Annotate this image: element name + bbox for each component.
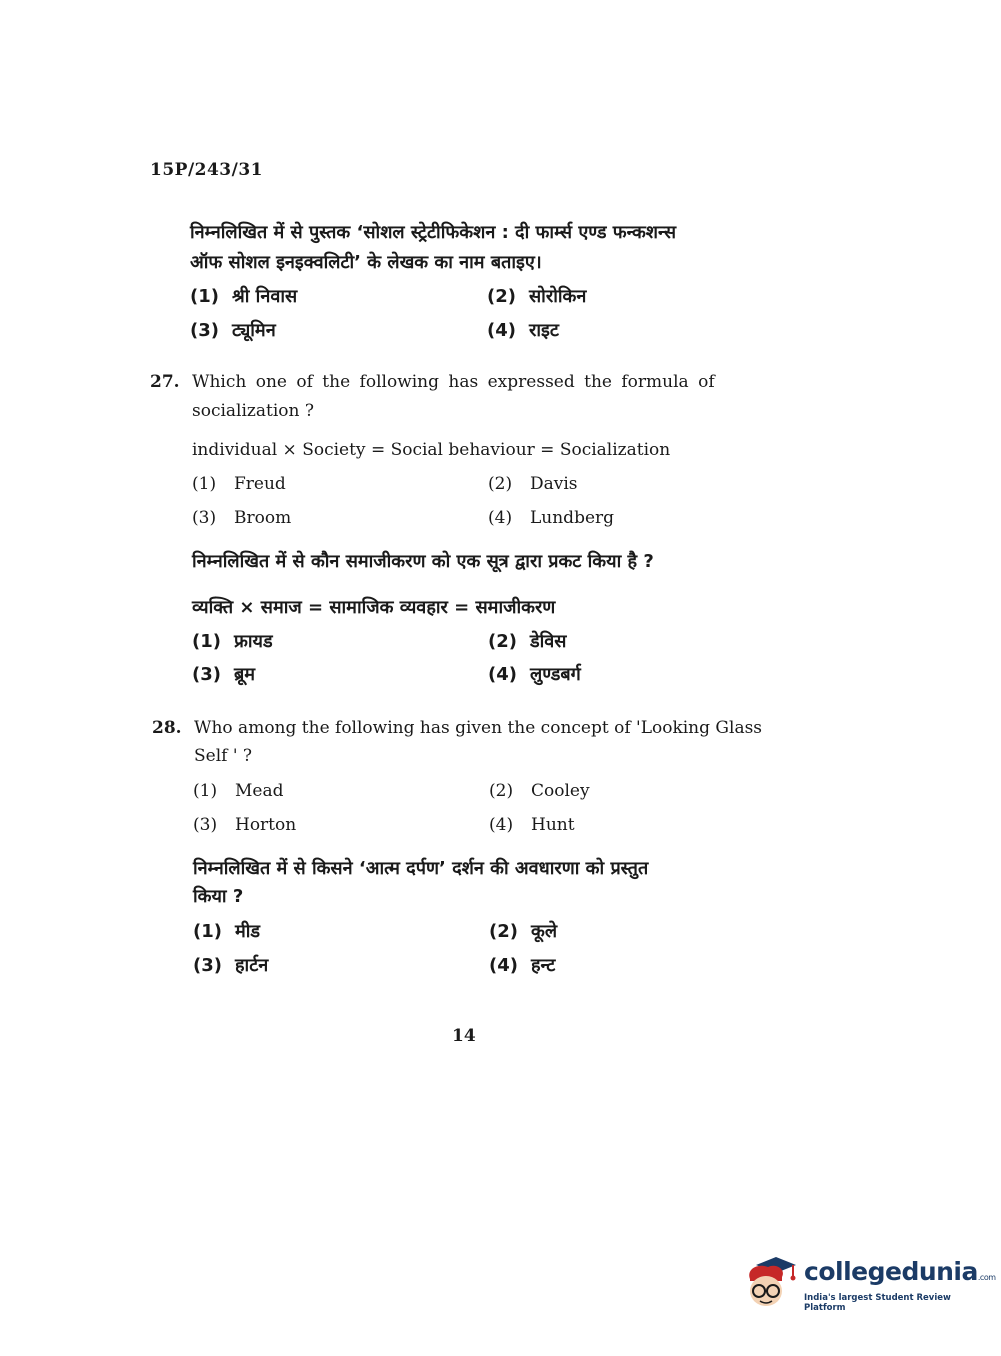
q28-option-2: (2) Cooley (489, 781, 590, 801)
q28-hindi-line-1: निम्नलिखित में से किसने ‘आत्म दर्पण’ दर्शन की अवधारणा को प्रस्तुत (193, 858, 649, 879)
logo-wordmark: collegedunia (804, 1257, 978, 1286)
page-number: 14 (452, 1026, 476, 1046)
collegedunia-logo (742, 1255, 996, 1315)
q26-hindi-line-2: ऑफ सोशल इनइक्वलिटी’ के लेखक का नाम बताइए। (190, 252, 542, 273)
q27-hindi-option-3: (3) ब्रूम (192, 664, 256, 685)
q27-line-2: socialization ? (192, 401, 314, 421)
q26-option-3: (3) ट्यूमिन (190, 320, 276, 341)
q28-hindi-option-3: (3) हार्टन (193, 955, 269, 976)
q27-option-4: (4) Lundberg (488, 508, 615, 528)
q27-hindi-option-2: (2) डेविस (488, 631, 567, 652)
q28-line-1: Who among the following has given the concept of 'Looking Glass (194, 718, 763, 738)
q28-option-3: (3) Horton (193, 815, 297, 835)
q27-option-3: (3) Broom (192, 508, 292, 528)
q27-option-1: (1) Freud (192, 474, 286, 494)
q26-option-1: (1) श्री निवास (190, 286, 298, 307)
q26-option-4: (4) राइट (487, 320, 559, 341)
q28-hindi-option-1: (1) मीड (193, 921, 261, 942)
q27-hindi-option-4: (4) लुण्डबर्ग (488, 664, 581, 685)
q27-number: 27. (150, 372, 180, 392)
q27-hindi-formula: व्यक्ति × समाज = सामाजिक व्यवहार = समाजीकरण (192, 597, 556, 618)
q28-hindi-option-4: (4) हन्ट (489, 955, 556, 976)
q28-option-1: (1) Mead (193, 781, 284, 801)
q27-hindi-line: निम्नलिखित में से कौन समाजीकरण को एक सूत्र द्वारा प्रकट किया है ? (192, 551, 654, 572)
mascot-icon (742, 1255, 802, 1313)
q28-line-2: Self ' ? (194, 746, 253, 766)
q27-hindi-option-1: (1) फ्रायड (192, 631, 273, 652)
q27-option-2: (2) Davis (488, 474, 578, 494)
q27-formula: individual × Society = Social behaviour = Socialization (192, 440, 671, 460)
q28-hindi-option-2: (2) कूले (489, 921, 558, 942)
q28-option-4: (4) Hunt (489, 815, 575, 835)
q27-line-1: Which one of the following has expressed the formula of (192, 372, 715, 392)
logo-suffix: .com (977, 1273, 996, 1282)
paper-code: 15P/243/31 (150, 160, 264, 180)
logo-tagline: India's largest Student Review Platform (804, 1293, 951, 1313)
q26-option-2: (2) सोरोकिन (487, 286, 587, 307)
q28-hindi-line-2: किया ? (193, 886, 244, 907)
q28-number: 28. (152, 718, 182, 738)
q26-hindi-line-1: निम्नलिखित में से पुस्तक ‘सोशल स्ट्रेटीफिकेशन : दी फार्म्स एण्ड फन्कशन्स (190, 222, 676, 243)
